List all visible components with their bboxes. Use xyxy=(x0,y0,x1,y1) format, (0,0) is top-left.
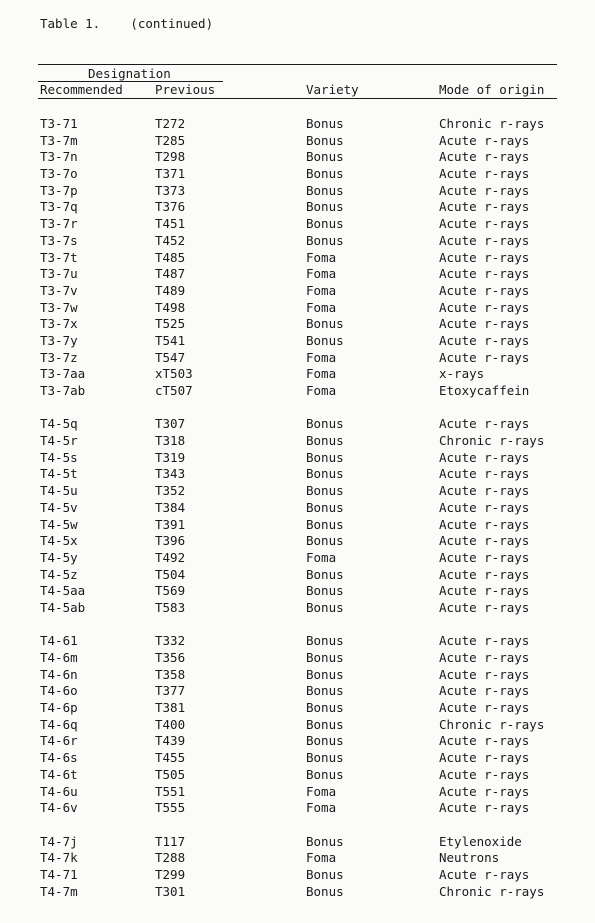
table-row xyxy=(0,767,595,784)
previous-cell: T541 xyxy=(155,332,186,348)
variety-cell: Bonus xyxy=(306,633,344,649)
table-row xyxy=(0,183,595,200)
variety-cell: Foma xyxy=(306,282,337,298)
recommended-cell: T4-6s xyxy=(40,750,78,766)
variety-cell: Bonus xyxy=(306,166,344,182)
previous-cell: T504 xyxy=(155,566,186,582)
origin-cell: Acute r-rays xyxy=(439,499,530,515)
origin-cell: Acute r-rays xyxy=(439,199,530,215)
table-row xyxy=(0,650,595,667)
recommended-cell: T3-7t xyxy=(40,249,78,265)
table-row xyxy=(0,433,595,450)
recommended-cell: T3-7n xyxy=(40,149,78,165)
table-row xyxy=(0,750,595,767)
variety-cell: Bonus xyxy=(306,683,344,699)
origin-cell: Acute r-rays xyxy=(439,132,530,148)
previous-cell: T439 xyxy=(155,733,186,749)
origin-cell: Chronic r-rays xyxy=(439,716,545,732)
variety-cell: Bonus xyxy=(306,449,344,465)
table-row xyxy=(0,667,595,684)
variety-cell: Bonus xyxy=(306,750,344,766)
recommended-cell: T4-6v xyxy=(40,800,78,816)
variety-cell: Bonus xyxy=(306,866,344,882)
variety-cell: Bonus xyxy=(306,416,344,432)
header-mode-of-origin: Mode of origin xyxy=(439,82,545,97)
previous-cell: cT507 xyxy=(155,383,193,398)
recommended-cell: T4-6q xyxy=(40,716,78,732)
previous-cell: T485 xyxy=(155,249,186,265)
top-rule xyxy=(38,64,557,65)
table-row xyxy=(0,133,595,150)
previous-cell: T400 xyxy=(155,716,186,732)
variety-cell: Foma xyxy=(306,266,337,282)
origin-cell: Acute r-rays xyxy=(439,149,530,165)
table-row xyxy=(0,550,595,567)
table-number: Table 1. xyxy=(40,16,101,31)
previous-cell: T299 xyxy=(155,866,186,882)
previous-cell: T332 xyxy=(155,633,186,649)
variety-cell: Bonus xyxy=(306,566,344,582)
previous-cell: T555 xyxy=(155,800,186,816)
recommended-cell: T4-5q xyxy=(40,416,78,432)
origin-cell: Acute r-rays xyxy=(439,332,530,348)
previous-cell: T487 xyxy=(155,266,186,282)
table-row xyxy=(0,149,595,166)
origin-cell: Acute r-rays xyxy=(439,599,530,615)
recommended-cell: T4-71 xyxy=(40,866,78,882)
table-body xyxy=(0,116,595,900)
variety-cell: Bonus xyxy=(306,666,344,682)
table-row xyxy=(0,250,595,267)
origin-cell: Acute r-rays xyxy=(439,299,530,315)
previous-cell: T288 xyxy=(155,850,186,866)
table-row xyxy=(0,199,595,216)
origin-cell: Acute r-rays xyxy=(439,633,530,649)
origin-cell: Acute r-rays xyxy=(439,800,530,816)
table-row xyxy=(0,884,595,901)
origin-cell: Acute r-rays xyxy=(439,549,530,565)
recommended-cell: T4-5t xyxy=(40,466,78,482)
table-row xyxy=(0,800,595,817)
table-row xyxy=(0,300,595,317)
variety-cell: Bonus xyxy=(306,599,344,615)
recommended-cell: T4-5r xyxy=(40,433,78,449)
table-row xyxy=(0,700,595,717)
variety-cell: Foma xyxy=(306,249,337,265)
variety-cell: Foma xyxy=(306,366,337,382)
previous-cell: T452 xyxy=(155,232,186,248)
previous-cell: T272 xyxy=(155,116,186,131)
variety-cell: Bonus xyxy=(306,733,344,749)
table-caption xyxy=(40,16,213,31)
recommended-cell: T4-7k xyxy=(40,850,78,866)
recommended-cell: T3-7q xyxy=(40,199,78,215)
previous-cell: T492 xyxy=(155,549,186,565)
origin-cell: Acute r-rays xyxy=(439,750,530,766)
table-row xyxy=(0,733,595,750)
previous-cell: T391 xyxy=(155,516,186,532)
table-row xyxy=(0,383,595,400)
variety-cell: Foma xyxy=(306,299,337,315)
previous-cell: T381 xyxy=(155,700,186,716)
origin-cell: Acute r-rays xyxy=(439,566,530,582)
recommended-cell: T4-5w xyxy=(40,516,78,532)
origin-cell: x-rays xyxy=(439,366,485,382)
origin-cell: Etoxycaffein xyxy=(439,383,530,398)
table-row xyxy=(0,867,595,884)
recommended-cell: T3-7r xyxy=(40,216,78,232)
origin-cell: Acute r-rays xyxy=(439,733,530,749)
variety-cell: Bonus xyxy=(306,833,344,849)
previous-cell: T455 xyxy=(155,750,186,766)
previous-cell: T505 xyxy=(155,766,186,782)
origin-cell: Chronic r-rays xyxy=(439,116,545,131)
origin-cell: Neutrons xyxy=(439,850,500,866)
recommended-cell: T4-5v xyxy=(40,499,78,515)
origin-cell: Acute r-rays xyxy=(439,516,530,532)
header-rule xyxy=(38,98,557,99)
previous-cell: T525 xyxy=(155,316,186,332)
table-row xyxy=(0,850,595,867)
origin-cell: Acute r-rays xyxy=(439,416,530,432)
recommended-cell: T4-5aa xyxy=(40,583,86,599)
table-row xyxy=(0,633,595,650)
table-row xyxy=(0,166,595,183)
recommended-cell: T4-6o xyxy=(40,683,78,699)
header-previous: Previous xyxy=(155,82,216,97)
table-row xyxy=(0,366,595,383)
table-row xyxy=(0,834,595,851)
table-row xyxy=(0,717,595,734)
variety-cell: Bonus xyxy=(306,232,344,248)
previous-cell: T451 xyxy=(155,216,186,232)
header-variety: Variety xyxy=(306,82,359,97)
variety-cell: Bonus xyxy=(306,483,344,499)
previous-cell: T343 xyxy=(155,466,186,482)
recommended-cell: T4-5ab xyxy=(40,599,86,615)
recommended-cell: T4-5y xyxy=(40,549,78,565)
variety-cell: Bonus xyxy=(306,216,344,232)
previous-cell: T489 xyxy=(155,282,186,298)
origin-cell: Chronic r-rays xyxy=(439,883,545,899)
origin-cell: Chronic r-rays xyxy=(439,433,545,449)
variety-cell: Bonus xyxy=(306,716,344,732)
variety-cell: Bonus xyxy=(306,766,344,782)
origin-cell: Acute r-rays xyxy=(439,282,530,298)
recommended-cell: T4-6r xyxy=(40,733,78,749)
table-row xyxy=(0,567,595,584)
table-row xyxy=(0,683,595,700)
origin-cell: Acute r-rays xyxy=(439,166,530,182)
origin-cell: Acute r-rays xyxy=(439,466,530,482)
header-recommended: Recommended xyxy=(40,82,123,97)
origin-cell: Acute r-rays xyxy=(439,216,530,232)
recommended-cell: T4-6u xyxy=(40,783,78,799)
variety-cell: Bonus xyxy=(306,132,344,148)
recommended-cell: T4-5x xyxy=(40,533,78,549)
recommended-cell: T4-5s xyxy=(40,449,78,465)
previous-cell: T551 xyxy=(155,783,186,799)
previous-cell: T307 xyxy=(155,416,186,432)
origin-cell: Acute r-rays xyxy=(439,700,530,716)
previous-cell: T498 xyxy=(155,299,186,315)
variety-cell: Bonus xyxy=(306,149,344,165)
recommended-cell: T3-7y xyxy=(40,332,78,348)
table-row xyxy=(0,600,595,617)
recommended-cell: T4-5z xyxy=(40,566,78,582)
table-row xyxy=(0,416,595,433)
table-row xyxy=(0,216,595,233)
recommended-cell: T3-7ab xyxy=(40,383,86,398)
table-row xyxy=(0,333,595,350)
origin-cell: Acute r-rays xyxy=(439,683,530,699)
previous-cell: T373 xyxy=(155,182,186,198)
recommended-cell: T4-7m xyxy=(40,883,78,899)
recommended-cell: T3-7m xyxy=(40,132,78,148)
variety-cell: Bonus xyxy=(306,182,344,198)
variety-cell: Foma xyxy=(306,783,337,799)
group-spacer xyxy=(0,617,595,634)
origin-cell: Acute r-rays xyxy=(439,182,530,198)
variety-cell: Bonus xyxy=(306,116,344,131)
variety-cell: Foma xyxy=(306,549,337,565)
recommended-cell: T3-7s xyxy=(40,232,78,248)
recommended-cell: T3-7x xyxy=(40,316,78,332)
recommended-cell: T4-6m xyxy=(40,650,78,665)
table-row xyxy=(0,517,595,534)
recommended-cell: T3-7aa xyxy=(40,366,86,382)
continued-note: (continued) xyxy=(130,16,214,31)
table-row xyxy=(0,316,595,333)
previous-cell: T583 xyxy=(155,599,186,615)
variety-cell: Bonus xyxy=(306,316,344,332)
origin-cell: Acute r-rays xyxy=(439,449,530,465)
recommended-cell: T3-71 xyxy=(40,116,78,131)
previous-cell: xT503 xyxy=(155,366,193,382)
previous-cell: T356 xyxy=(155,650,186,665)
table-row xyxy=(0,350,595,367)
variety-cell: Bonus xyxy=(306,700,344,716)
variety-cell: Foma xyxy=(306,349,337,365)
variety-cell: Bonus xyxy=(306,650,344,665)
previous-cell: T547 xyxy=(155,349,186,365)
origin-cell: Acute r-rays xyxy=(439,666,530,682)
previous-cell: T569 xyxy=(155,583,186,599)
group-spacer xyxy=(0,400,595,417)
variety-cell: Foma xyxy=(306,800,337,816)
previous-cell: T285 xyxy=(155,132,186,148)
table-row xyxy=(0,450,595,467)
variety-cell: Bonus xyxy=(306,883,344,899)
recommended-cell: T3-7u xyxy=(40,266,78,282)
table-row xyxy=(0,533,595,550)
previous-cell: T377 xyxy=(155,683,186,699)
origin-cell: Acute r-rays xyxy=(439,266,530,282)
recommended-cell: T4-7j xyxy=(40,833,78,849)
recommended-cell: T3-7w xyxy=(40,299,78,315)
origin-cell: Acute r-rays xyxy=(439,866,530,882)
group-spacer xyxy=(0,817,595,834)
previous-cell: T371 xyxy=(155,166,186,182)
table-row xyxy=(0,233,595,250)
table-row xyxy=(0,283,595,300)
origin-cell: Acute r-rays xyxy=(439,249,530,265)
origin-cell: Acute r-rays xyxy=(439,583,530,599)
variety-cell: Bonus xyxy=(306,332,344,348)
recommended-cell: T3-7o xyxy=(40,166,78,182)
origin-cell: Acute r-rays xyxy=(439,483,530,499)
variety-cell: Foma xyxy=(306,850,337,866)
previous-cell: T319 xyxy=(155,449,186,465)
variety-cell: Bonus xyxy=(306,433,344,449)
previous-cell: T396 xyxy=(155,533,186,549)
recommended-cell: T4-6t xyxy=(40,766,78,782)
origin-cell: Acute r-rays xyxy=(439,232,530,248)
variety-cell: Bonus xyxy=(306,583,344,599)
recommended-cell: T4-6p xyxy=(40,700,78,716)
previous-cell: T352 xyxy=(155,483,186,499)
table-row xyxy=(0,784,595,801)
previous-cell: T301 xyxy=(155,883,186,899)
previous-cell: T318 xyxy=(155,433,186,449)
recommended-cell: T3-7p xyxy=(40,182,78,198)
recommended-cell: T4-61 xyxy=(40,633,78,649)
table-row xyxy=(0,583,595,600)
table-row xyxy=(0,500,595,517)
origin-cell: Acute r-rays xyxy=(439,783,530,799)
table-row xyxy=(0,466,595,483)
origin-cell: Acute r-rays xyxy=(439,766,530,782)
recommended-cell: T3-7v xyxy=(40,282,78,298)
variety-cell: Bonus xyxy=(306,516,344,532)
origin-cell: Acute r-rays xyxy=(439,533,530,549)
table-row xyxy=(0,483,595,500)
origin-cell: Acute r-rays xyxy=(439,316,530,332)
previous-cell: T358 xyxy=(155,666,186,682)
origin-cell: Acute r-rays xyxy=(439,650,530,665)
variety-cell: Bonus xyxy=(306,199,344,215)
designation-header: Designation xyxy=(88,66,171,81)
recommended-cell: T4-5u xyxy=(40,483,78,499)
previous-cell: T298 xyxy=(155,149,186,165)
variety-cell: Bonus xyxy=(306,466,344,482)
previous-cell: T376 xyxy=(155,199,186,215)
origin-cell: Etylenoxide xyxy=(439,833,522,849)
table-row xyxy=(0,116,595,133)
recommended-cell: T4-6n xyxy=(40,666,78,682)
recommended-cell: T3-7z xyxy=(40,349,78,365)
variety-cell: Bonus xyxy=(306,533,344,549)
previous-cell: T384 xyxy=(155,499,186,515)
variety-cell: Bonus xyxy=(306,499,344,515)
table-row xyxy=(0,266,595,283)
variety-cell: Foma xyxy=(306,383,337,398)
origin-cell: Acute r-rays xyxy=(439,349,530,365)
previous-cell: T117 xyxy=(155,833,186,849)
